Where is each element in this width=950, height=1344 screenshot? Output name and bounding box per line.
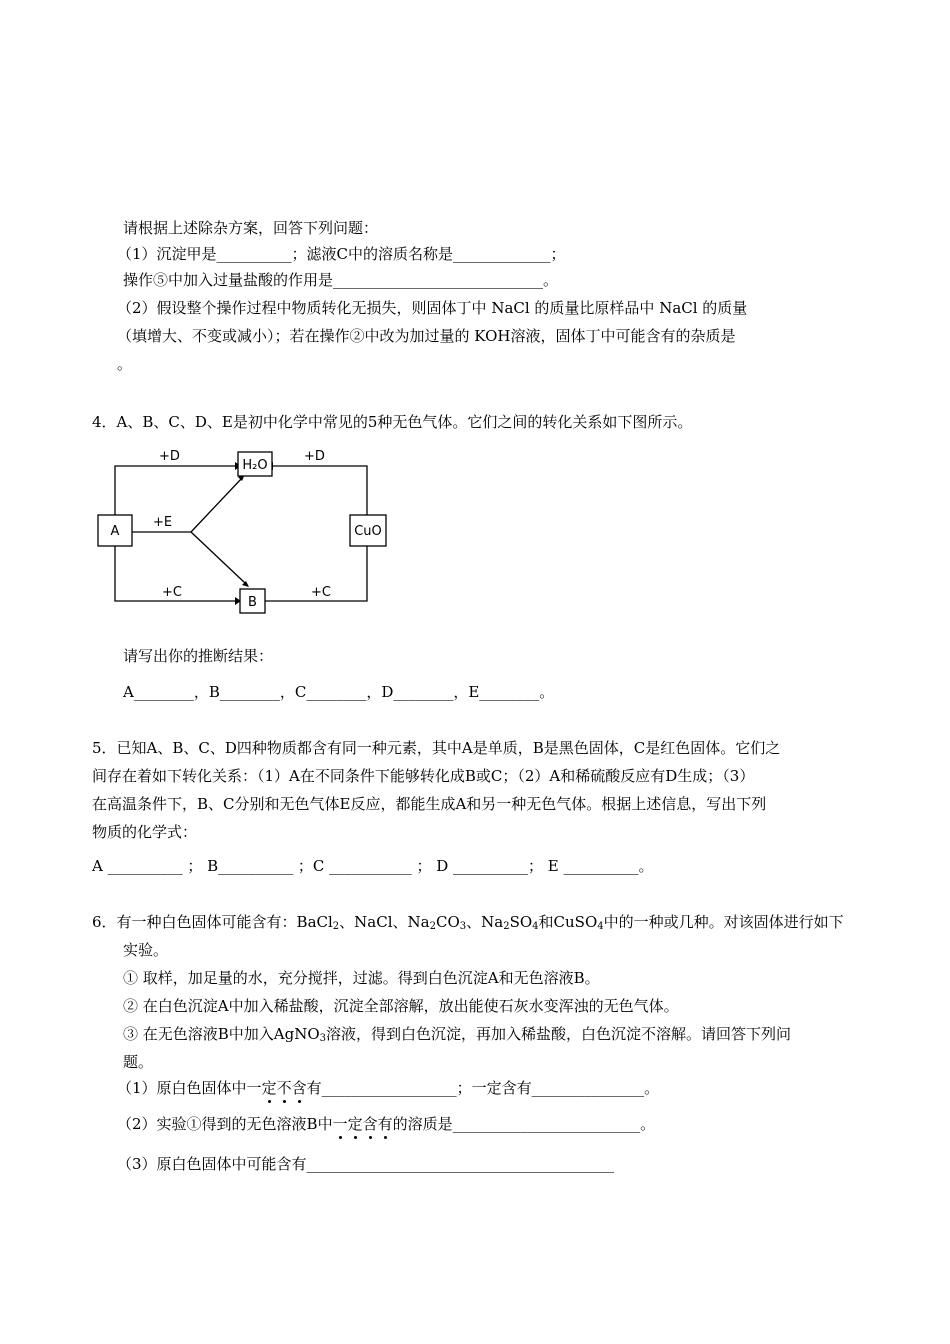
q6-step3: ③ 在无色溶液B中加入AgNO$_3$溶液，得到白色沉淀，再加入稀盐酸，白色沉淀不溶解。请回答下列问 [123,1025,792,1044]
box-cuo-label: CuO [354,524,382,539]
q5-line3: 在高温条件下，B、C分别和无色气体E反应，都能生成A和另一种无色气体。根据上述信息，写出下列 [92,795,767,813]
line-fork-to-b [191,532,245,583]
conversion-diagram [95,440,395,620]
line-fork-to-water [191,478,242,532]
q6-line6: 题。 [123,1053,154,1071]
label-bottom-right: +C [311,585,331,600]
q6-answer2: （2）实验①得到的无色溶液B中一定含有的溶质是_________________________。 [117,1115,656,1133]
q4-prompt: 请写出你的推断结果： [123,647,274,665]
q5-answers: A __________ ； B__________ ；C ___________ ； D __________； E __________。 [92,857,654,875]
label-bottom-left: +C [162,585,182,600]
q3-part2-line3: 。 [117,355,133,373]
q3-part1-line2: 操作⑤中加入过量盐酸的作用是____________________________。 [123,271,559,289]
q6-step2: ② 在白色沉淀A中加入稀盐酸，沉淀全部溶解，放出能使石灰水变浑浊的无色气体。 [123,997,679,1015]
q5-line1: 5．已知A、B、C、D四种物质都含有同一种元素，其中A是单质，B是黑色固体，C是红色固体。它们之 [92,739,781,757]
q6-step1: ① 取样，加足量的水，充分搅拌，过滤。得到白色沉淀A和无色溶液B。 [123,969,600,987]
box-b-label: B [248,595,257,610]
label-top-left: +D [159,449,180,464]
box-water-label: H₂O [242,458,268,473]
q3-part2-line2: （填增大、不变或减小）；若在操作②中改为加过量的 KOH溶液，固体丁中可能含有的杂质是 [117,327,736,345]
q6-answer1: （1）原白色固体中一定不含有__________________；一定含有_______________。 [117,1079,660,1097]
q6-line2: 实验。 [123,941,169,959]
line-a-to-water [115,466,235,515]
q5-line4: 物质的化学式： [92,823,198,841]
label-middle: +E [153,515,173,530]
label-top-right: +D [304,449,325,464]
q3-intro: 请根据上述除杂方案，回答下列问题： [123,219,379,237]
line-cuo-to-water [273,466,367,515]
q3-part1-line1: （1）沉淀甲是__________；滤液C中的溶质名称是_____________； [117,245,566,263]
q4-stem: 4．A、B、C、D、E是初中化学中常见的5种无色气体。它们之间的转化关系如下图所示。 [92,413,693,431]
q3-part2-line1: （2）假设整个操作过程中物质转化无损失，则固体丁中 NaCl 的质量比原样品中 NaCl 的质量 [117,299,748,317]
q5-line2: 间存在着如下转化关系：（1）A在不同条件下能够转化成B或C；（2）A和稀硫酸反应有D生成；（3） [92,767,755,785]
q4-answers: A________，B________，C________，D________，E________。 [123,683,555,701]
box-a-label: A [110,524,120,539]
q6-answer3: （3）原白色固体中可能含有_________________________________________ [117,1155,615,1173]
q6-line1: 6．有一种白色固体可能含有：BaCl$_2$、NaCl、$Na_2CO_3$、$Na_2SO_4$和CuSO$_4$中的一种或几种。对该固体进行如下 [92,913,844,932]
